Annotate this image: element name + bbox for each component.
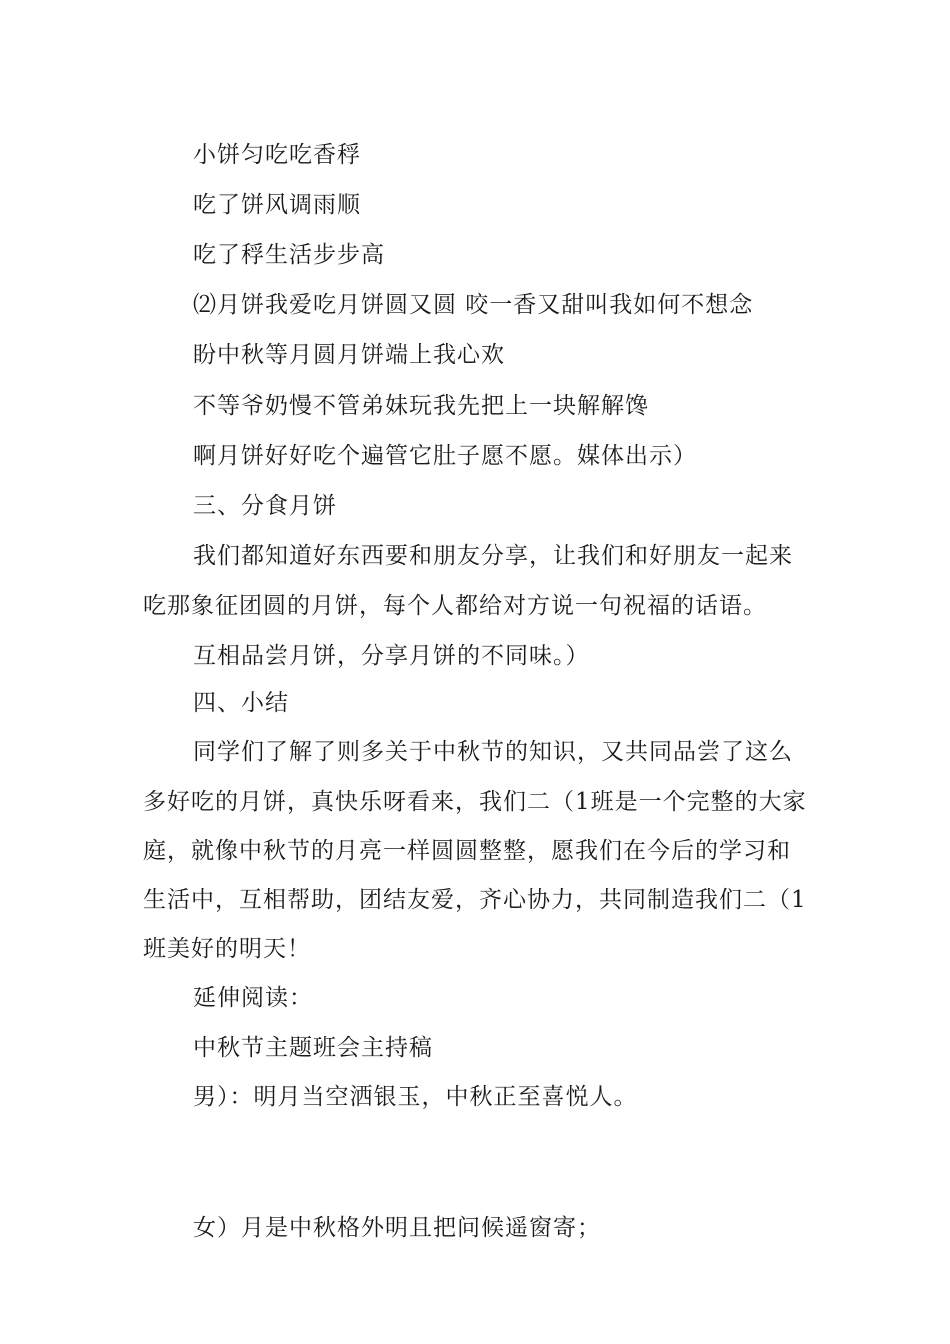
section-heading-3: 三、分食月饼 (193, 493, 337, 519)
male-host-line: 男）：明月当空洒银玉，中秋正至喜悦人。 (193, 1084, 638, 1110)
paragraph-summary-line-5: 班美好的明天！ (143, 936, 311, 962)
paragraph-summary-line-3: 庭，就像中秋节的月亮一样圆圆整整，愿我们在今后的学习和 (143, 838, 791, 864)
female-host-line: 女）月是中秋格外明且把问候遥窗寄； (193, 1215, 601, 1241)
section-heading-4: 四、小结 (193, 690, 289, 716)
verse-line-3: 吃了稃生活步步高 (193, 242, 385, 268)
paragraph-taste: 互相品尝月饼，分享月饼的不同味。） (193, 643, 590, 669)
script-title: 中秋节主题班会主持稿 (193, 1035, 433, 1061)
extended-reading-label: 延伸阅读： (193, 985, 313, 1011)
song-title-line: ⑵月饼我爱吃月饼圆又圆 咬一香又甜叫我如何不想念 (193, 292, 754, 318)
verse-line-1: 小饼匀吃吃香稃 (193, 142, 361, 168)
song-line-2: 不等爷奶慢不管弟妹玩我先把上一块解解馋 (193, 393, 649, 419)
song-line-1: 盼中秋等月圆月饼端上我心欢 (193, 342, 505, 368)
paragraph-share-line-1: 我们都知道好东西要和朋友分享，让我们和好朋友一起来 (193, 543, 793, 569)
paragraph-summary-line-2: 多好吃的月饼，真快乐呀看来，我们二（1班是一个完整的大家 (143, 789, 807, 815)
paragraph-summary-line-1: 同学们了解了则多关于中秋节的知识，又共同品尝了这么 (193, 739, 793, 765)
verse-line-2: 吃了饼风调雨顺 (193, 192, 361, 218)
paragraph-summary-line-4: 生活中，互相帮助，团结友爱，齐心协力，共同制造我们二（1 (143, 887, 807, 913)
song-line-3: 啊月饼好好吃个遍管它肚子愿不愿。媒体出示） (193, 443, 697, 469)
paragraph-share-line-2: 吃那象征团圆的月饼，每个人都给对方说一句祝福的话语。 (143, 593, 767, 619)
